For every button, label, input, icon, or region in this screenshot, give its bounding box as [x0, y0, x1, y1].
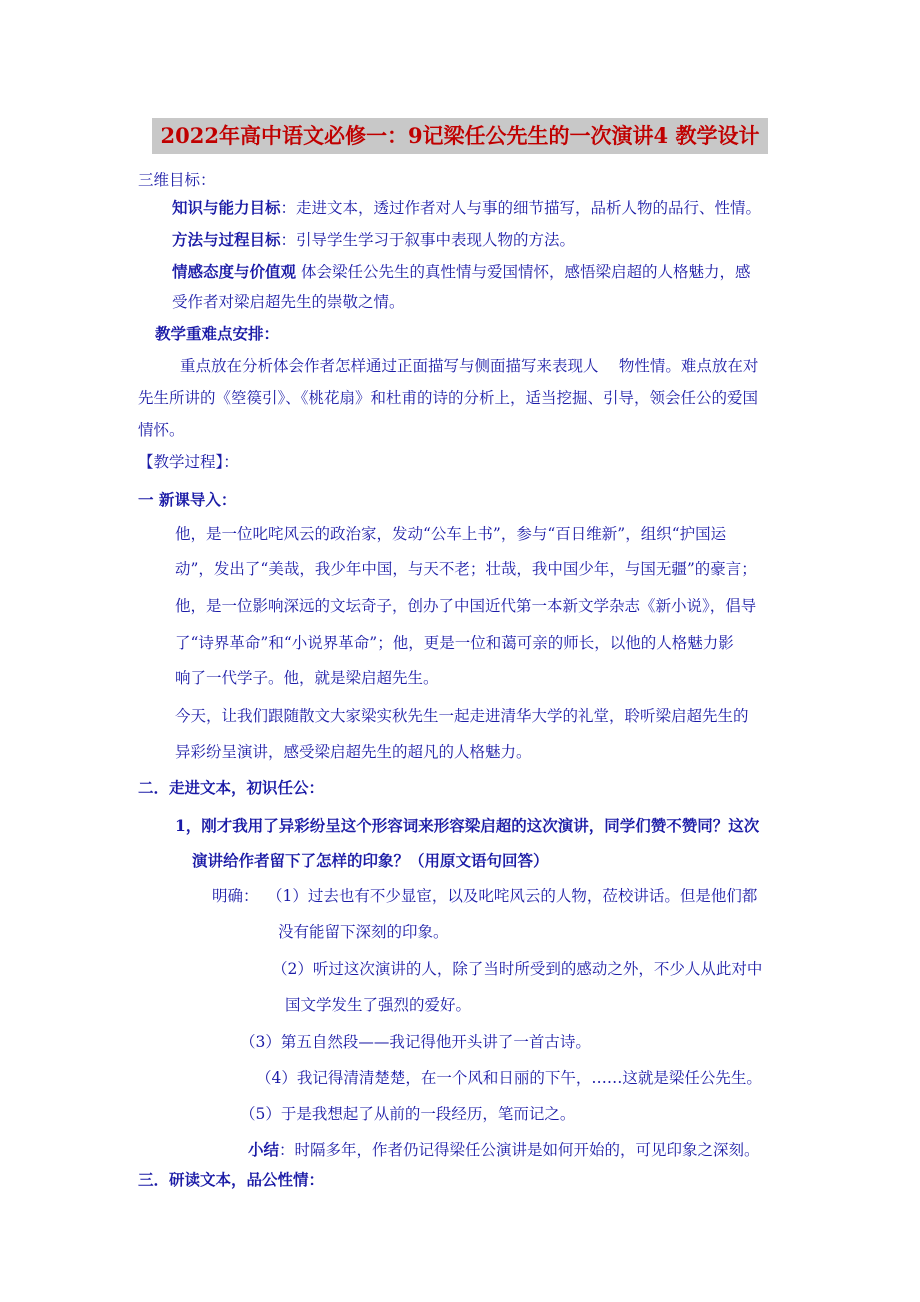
goal-knowledge: [172, 196, 761, 220]
goal-knowledge-label: 知识与能力目标: [172, 198, 281, 217]
document-title: 2022年高中语文必修一：9记梁任公先生的一次演讲4 教学设计: [152, 118, 768, 154]
goal-emotion-text: 体会梁任公先生的真性情与爱国情怀，感悟梁启超的人格魅力，感: [296, 263, 751, 281]
goal-method-label: 方法与过程目标: [172, 230, 281, 249]
goal-knowledge-text: ：走进文本，透过作者对人与事的细节描写，品析人物的品行、性情。: [280, 199, 762, 217]
focus-line-3: 情怀。: [138, 421, 185, 439]
intro-line-6: 今天，让我们跟随散文大家梁实秋先生一起走进清华大学的礼堂，聆听梁启超先生的: [175, 707, 749, 725]
three-dimension-goals-label: 三维目标：: [138, 171, 216, 189]
intro-line-1: 他，是一位叱咤风云的政治家，发动“公车上书”，参与“百日维新”，组织“护国运: [175, 525, 727, 543]
intro-line-5: 响了一代学子。他，就是梁启超先生。: [175, 669, 439, 687]
goal-emotion-label: 情感态度与价值观: [172, 262, 297, 281]
question-line-2: 演讲给作者留下了怎样的印象？（用原文语句回答）: [192, 851, 549, 870]
section1-heading: 一 新课导入：: [138, 490, 237, 509]
question-line-1: 1，刚才我用了异彩纷呈这个形容词来形容梁启超的这次演讲，同学们赞不赞同？这次: [175, 816, 760, 835]
answer-2: （2）听过这次演讲的人，除了当时所受到的感动之外，不少人从此对中: [272, 960, 763, 978]
answer-5: （5）于是我想起了从前的一段经历，笔而记之。: [240, 1105, 576, 1123]
focus-line-2: 先生所讲的《箜篌引》、《桃花扇》和杜甫的诗的分析上，适当挖掘、引导，领会任公的爱国: [138, 389, 759, 407]
answer-4: （4）我记得清清楚楚，在一个风和日丽的下午，……这就是梁任公先生。: [256, 1069, 762, 1087]
process-heading: 【教学过程】：: [138, 453, 239, 471]
section2-heading: 二．走进文本，初识任公：: [138, 778, 325, 797]
focus-line-1: 重点放在分析体会作者怎样通过正面描写与侧面描写来表现人 物性情。难点放在对: [180, 357, 759, 375]
summary: [248, 1138, 760, 1162]
intro-line-7: 异彩纷呈演讲，感受梁启超先生的超凡的人格魅力。: [175, 743, 532, 761]
summary-text: ：时隔多年，作者仍记得梁任公演讲是如何开始的，可见印象之深刻。: [279, 1141, 760, 1159]
answer-1-cont: 没有能留下深刻的印象。: [278, 923, 449, 941]
section3-heading: 三．研读文本，品公性情：: [138, 1170, 325, 1189]
answer-label: 明确：: [212, 887, 259, 905]
intro-line-4: 了“诗界革命”和“小说界革命”；他，更是一位和蔼可亲的师长，以他的人格魅力影: [175, 634, 734, 652]
goal-method-text: ：引导学生学习于叙事中表现人物的方法。: [280, 231, 576, 249]
summary-label: 小结: [248, 1140, 280, 1159]
answer-3: （3）第五自然段——我记得他开头讲了一首古诗。: [240, 1033, 591, 1051]
intro-line-3: 他，是一位影响深远的文坛奇子，创办了中国近代第一本新文学杂志《新小说》，倡导: [175, 597, 757, 615]
goal-emotion: [172, 260, 750, 284]
answer-2-cont: 国文学发生了强烈的爱好。: [285, 996, 472, 1014]
answer-1: （1）过去也有不少显宦，以及叱咤风云的人物，莅校讲话。但是他们都: [267, 887, 758, 905]
goal-emotion-cont: 受作者对梁启超先生的崇敬之情。: [172, 293, 405, 311]
focus-heading: 教学重难点安排：: [155, 324, 280, 343]
intro-line-2: 动”，发出了“美哉，我少年中国，与天不老；壮哉，我中国少年，与国无疆”的豪言；: [175, 560, 757, 578]
goal-method: [172, 228, 575, 252]
